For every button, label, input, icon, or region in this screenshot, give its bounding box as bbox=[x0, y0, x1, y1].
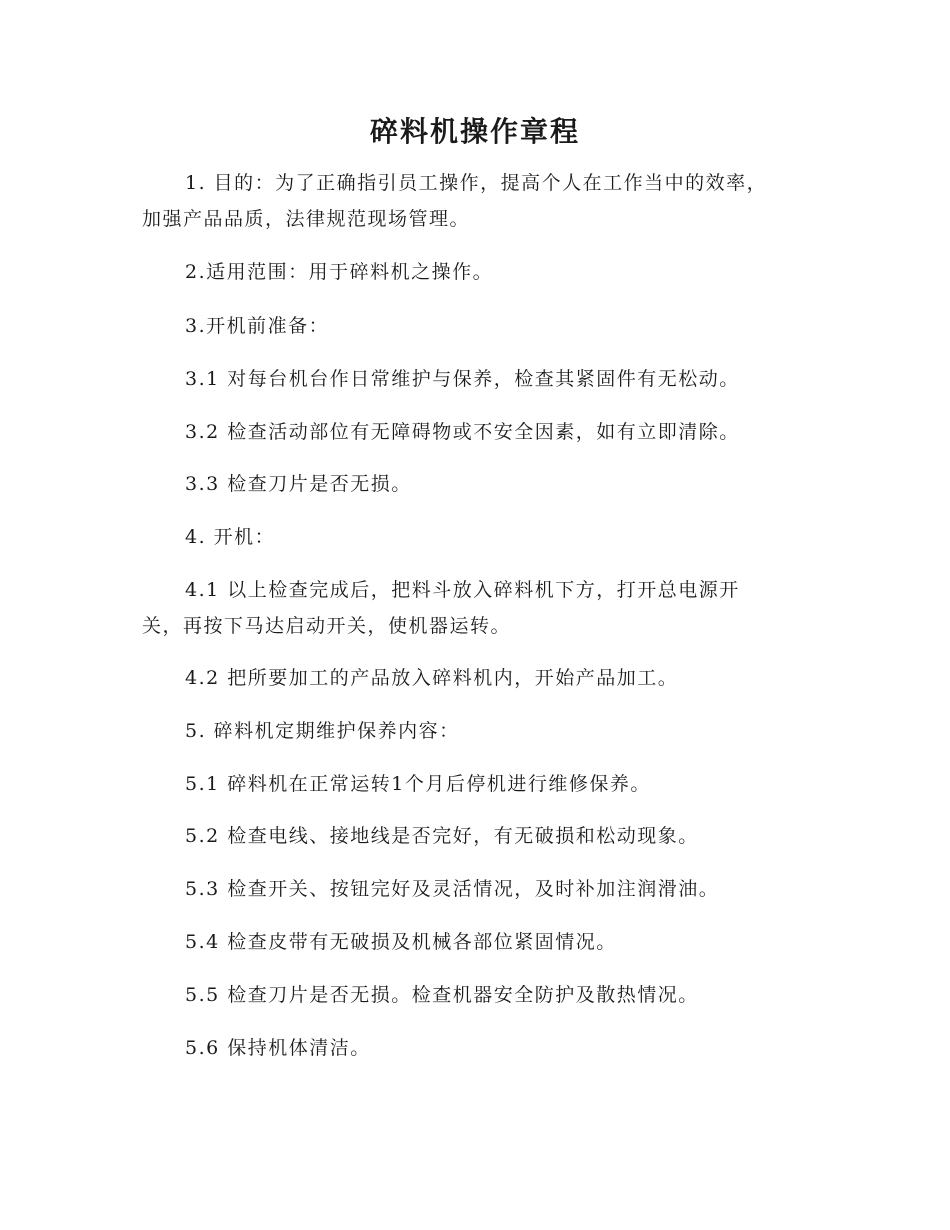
paragraph-line: 加强产品品质，法律规范现场管理。 bbox=[142, 208, 471, 230]
paragraph-purpose bbox=[142, 165, 822, 237]
paragraph-5-5 bbox=[142, 977, 822, 1013]
paragraph-5-3 bbox=[142, 871, 822, 907]
paragraph-line: 1. 目的：为了正确指引员工操作，提高个人在工作当中的效率， bbox=[185, 172, 768, 194]
paragraph-scope bbox=[142, 254, 822, 290]
paragraph-line: 3.2 检查活动部位有无障碍物或不安全因素，如有立即清除。 bbox=[185, 421, 740, 443]
paragraph-5-2 bbox=[142, 818, 822, 854]
paragraph-line: 3.1 对每台机台作日常维护与保养，检查其紧固件有无松动。 bbox=[185, 368, 740, 390]
paragraph-preparation-heading bbox=[142, 308, 822, 344]
paragraph-line: 4. 开机： bbox=[185, 526, 276, 548]
paragraph-line: 3.3 检查刀片是否无损。 bbox=[185, 473, 412, 495]
paragraph-line: 5.3 检查开关、按钮完好及灵活情况，及时补加注润滑油。 bbox=[185, 878, 720, 900]
paragraph-line: 5.5 检查刀片是否无损。检查机器安全防护及散热情况。 bbox=[185, 984, 699, 1006]
paragraph-line: 5.2 检查电线、接地线是否完好，有无破损和松动现象。 bbox=[185, 825, 699, 847]
paragraph-startup-heading bbox=[142, 519, 822, 555]
paragraph-line: 4.1 以上检查完成后，把料斗放入碎料机下方，打开总电源开 bbox=[185, 579, 740, 601]
paragraph-5-4 bbox=[142, 924, 822, 960]
paragraph-line: 2.适用范围：用于碎料机之操作。 bbox=[185, 261, 494, 283]
paragraph-line: 5.1 碎料机在正常运转1个月后停机进行维修保养。 bbox=[185, 773, 651, 795]
paragraph-3-2 bbox=[142, 414, 822, 450]
paragraph-5-1 bbox=[142, 766, 822, 802]
paragraph-line: 关，再按下马达启动开关，使机器运转。 bbox=[142, 615, 512, 637]
paragraph-3-3 bbox=[142, 466, 822, 502]
paragraph-4-1 bbox=[142, 572, 822, 644]
paragraph-5-6 bbox=[142, 1030, 822, 1066]
paragraph-line: 5.4 检查皮带有无破损及机械各部位紧固情况。 bbox=[185, 931, 617, 953]
paragraph-maintenance-heading bbox=[142, 713, 822, 749]
paragraph-line: 5. 碎料机定期维护保养内容： bbox=[185, 720, 460, 742]
paragraph-3-1 bbox=[142, 361, 822, 397]
paragraph-line: 5.6 保持机体清洁。 bbox=[185, 1037, 371, 1059]
paragraph-line: 3.开机前准备： bbox=[185, 315, 330, 337]
paragraph-line: 4.2 把所要加工的产品放入碎料机内，开始产品加工。 bbox=[185, 667, 679, 689]
paragraph-4-2 bbox=[142, 660, 822, 696]
page-title: 碎料机操作章程 bbox=[369, 115, 580, 148]
